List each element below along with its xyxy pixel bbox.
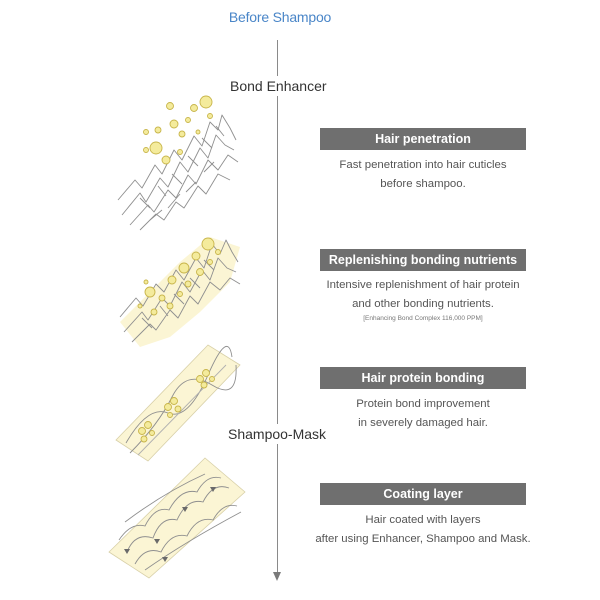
step-4-line-2: after using Enhancer, Shampoo and Mask. bbox=[315, 533, 531, 545]
step-2-note: [Enhancing Bond Complex 116,000 PPM] bbox=[363, 315, 483, 322]
step-1-line-2: before shampoo. bbox=[380, 178, 466, 190]
step-4-title: Coating layer bbox=[320, 483, 526, 505]
timeline-axis bbox=[277, 40, 278, 575]
illustration-bonding-nutrients bbox=[110, 222, 245, 352]
stage-label-shampoo-mask: Shampoo-Mask bbox=[224, 424, 330, 444]
step-3-title: Hair protein bonding bbox=[320, 367, 526, 389]
illustration-hair-penetration bbox=[110, 90, 245, 235]
step-2-description bbox=[300, 276, 546, 314]
step-2-title: Replenishing bonding nutrients bbox=[320, 249, 526, 271]
step-2-line-2: and other bonding nutrients. bbox=[352, 298, 494, 310]
step-4-line-1: Hair coated with layers bbox=[365, 514, 481, 526]
step-1-description bbox=[300, 156, 546, 194]
step-3-line-2: in severely damaged hair. bbox=[358, 417, 488, 429]
illustration-protein-bonding bbox=[108, 335, 248, 465]
step-1-title: Hair penetration bbox=[320, 128, 526, 150]
step-2-line-1: Intensive replenishment of hair protein bbox=[326, 279, 520, 291]
step-4-description bbox=[300, 511, 546, 549]
illustration-coating-layer bbox=[105, 452, 250, 582]
step-3-line-1: Protein bond improvement bbox=[356, 398, 490, 410]
timeline-arrow-icon bbox=[273, 572, 281, 581]
page-title: Before Shampoo bbox=[228, 9, 332, 25]
step-3-description bbox=[300, 395, 546, 433]
step-1-line-1: Fast penetration into hair cuticles bbox=[339, 159, 507, 171]
stage-label-bond-enhancer: Bond Enhancer bbox=[226, 76, 331, 96]
